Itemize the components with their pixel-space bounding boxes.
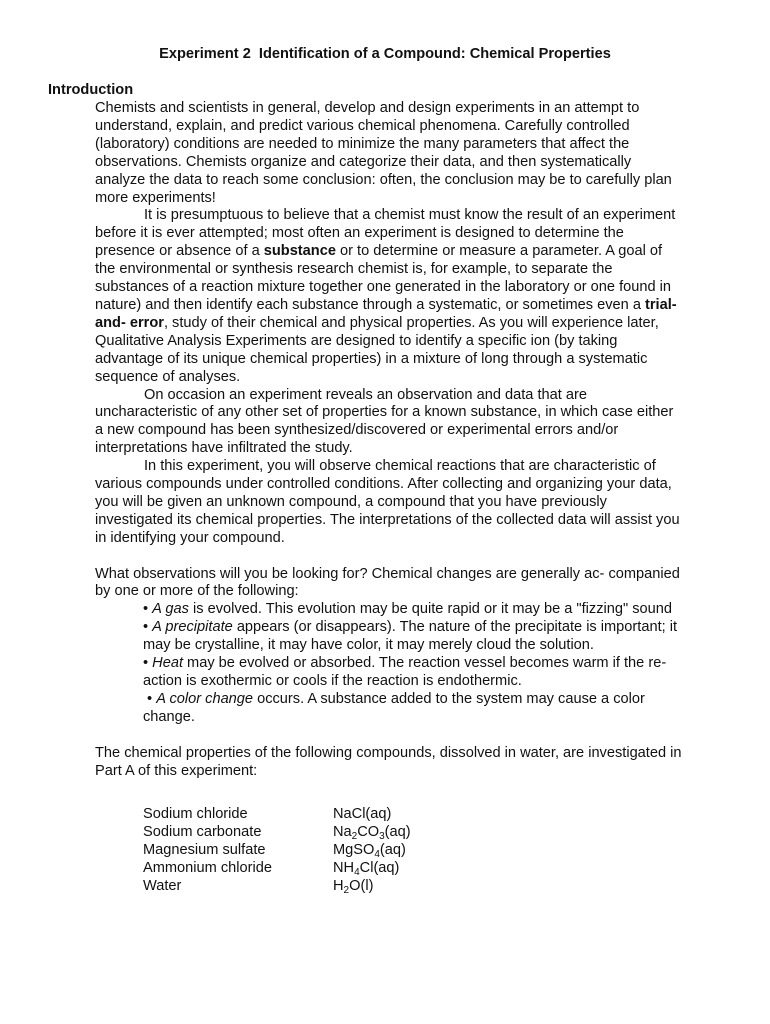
table-row — [143, 842, 411, 860]
spacer — [95, 727, 685, 745]
table-row — [143, 824, 411, 842]
bullet-mark: • — [143, 690, 157, 707]
list-item — [143, 619, 685, 655]
bullet-mark: • — [143, 655, 153, 672]
compound-formula: $Na_2CO_3(aq)$ — [333, 824, 411, 843]
term-trial-and-error: trial-and- error — [95, 296, 677, 331]
term-substance: substance — [263, 243, 336, 260]
compound-name: Magnesium sulfate — [143, 842, 266, 859]
page-title: Experiment 2 Identification of a Compound: Chemical Properties — [159, 46, 611, 62]
paragraph-2 — [95, 207, 685, 386]
bullet-emphasis: A color change — [156, 690, 254, 707]
bullet-mark: • — [143, 619, 153, 636]
list-item — [143, 691, 685, 727]
compound-formula: MgSO$_4$(aq) — [333, 842, 406, 861]
observation-list — [95, 601, 685, 726]
compound-name: Sodium carbonate — [143, 824, 262, 841]
bullet-text: occurs. A substance added to the system may cause a color change. — [143, 690, 645, 725]
table-row — [143, 860, 411, 878]
spacer — [95, 548, 685, 566]
list-item — [143, 601, 685, 619]
bullet-emphasis: A precipitate — [152, 619, 233, 636]
section-heading: Introduction — [48, 82, 134, 98]
paragraph-3: On occasion an experiment reveals an observation and data that are uncharacteristic of any other set of properties for a known substance, in which case either a new compound has been synthesized/discovered or experimental errors and/or interpretations have infiltrated the study. — [95, 386, 674, 457]
bullet-emphasis: Heat — [152, 655, 183, 672]
compound-name: Ammonium chloride — [143, 860, 272, 877]
compound-name: Water — [143, 877, 182, 894]
bullet-emphasis: A gas — [152, 601, 189, 618]
paragraph-2-text-a: It is presumptuous to believe that a chemist must know the result of an experiment before it is ever attempted; most often an experiment is designed to determine the presence or absence of a — [95, 207, 676, 260]
paragraph-4: In this experiment, you will observe chemical reactions that are characteristic of various compounds under controlled conditions. After collecting and organizing your data, you will be given an unknown compound, a compound that you have previously investigated its chemical properties. The interpretations of the collected data will assist you in identifying your compound. — [95, 458, 680, 546]
paragraph-2-text-c: or to determine or measure a parameter. A goal of the environmental or synthesis research chemist is, for example, to separate the substances of a reaction mixture together one generated in the laboratory or one found in nature) and then identify each substance through a systematic, or sometimes even a — [95, 243, 672, 313]
document-body — [95, 100, 685, 896]
table-row — [143, 806, 411, 824]
compound-name: Sodium chloride — [143, 806, 248, 823]
list-item — [143, 655, 685, 691]
table-row — [143, 878, 411, 896]
compound-formula: $H_2O(l)$ — [333, 877, 374, 896]
paragraph-6: The chemical properties of the following compounds, dissolved in water, are investigated in Part A of this experiment: — [95, 744, 682, 779]
bullet-text: is evolved. This evolution may be quite rapid or it may be a "fizzing" sound — [188, 601, 672, 618]
paragraph-1: Chemists and scientists in general, develop and design experiments in an attempt to understand, explain, and predict various chemical phenomena. Carefully controlled (laboratory) conditions are needed to minimize the many parameters that affect the observations. Chemists organize and categorize their data, and then systematically analyze the data to reach some conclusion: often, the conclusion may be to carefully plan more experiments! — [95, 100, 672, 206]
compound-formula: NaCl(aq) — [333, 806, 392, 823]
paragraph-2-text-e: , study of their chemical and physical properties. As you will experience later, Qualitative Analysis Experiments are designed to identify a specific ion (by taking advantage of its unique chemical properties) in a mixture of long through a systematic sequence of analyses. — [95, 314, 659, 385]
bullet-mark: • — [143, 601, 153, 618]
compound-table — [143, 806, 411, 896]
compound-formula: $NH_4Cl(aq)$ — [333, 860, 400, 879]
paragraph-5: What observations will you be looking for? Chemical changes are generally ac- companied by one or more of the following: — [95, 565, 680, 600]
bullet-text: may be evolved or absorbed. The reaction vessel becomes warm if the re- action is exothermic or cools if the reaction is endothermic. — [143, 655, 667, 689]
bullet-text: appears (or disappears). The nature of the precipitate is important; it may be crystalline, it may have color, it may merely cloud the solution. — [143, 619, 678, 654]
spacer — [95, 780, 685, 798]
